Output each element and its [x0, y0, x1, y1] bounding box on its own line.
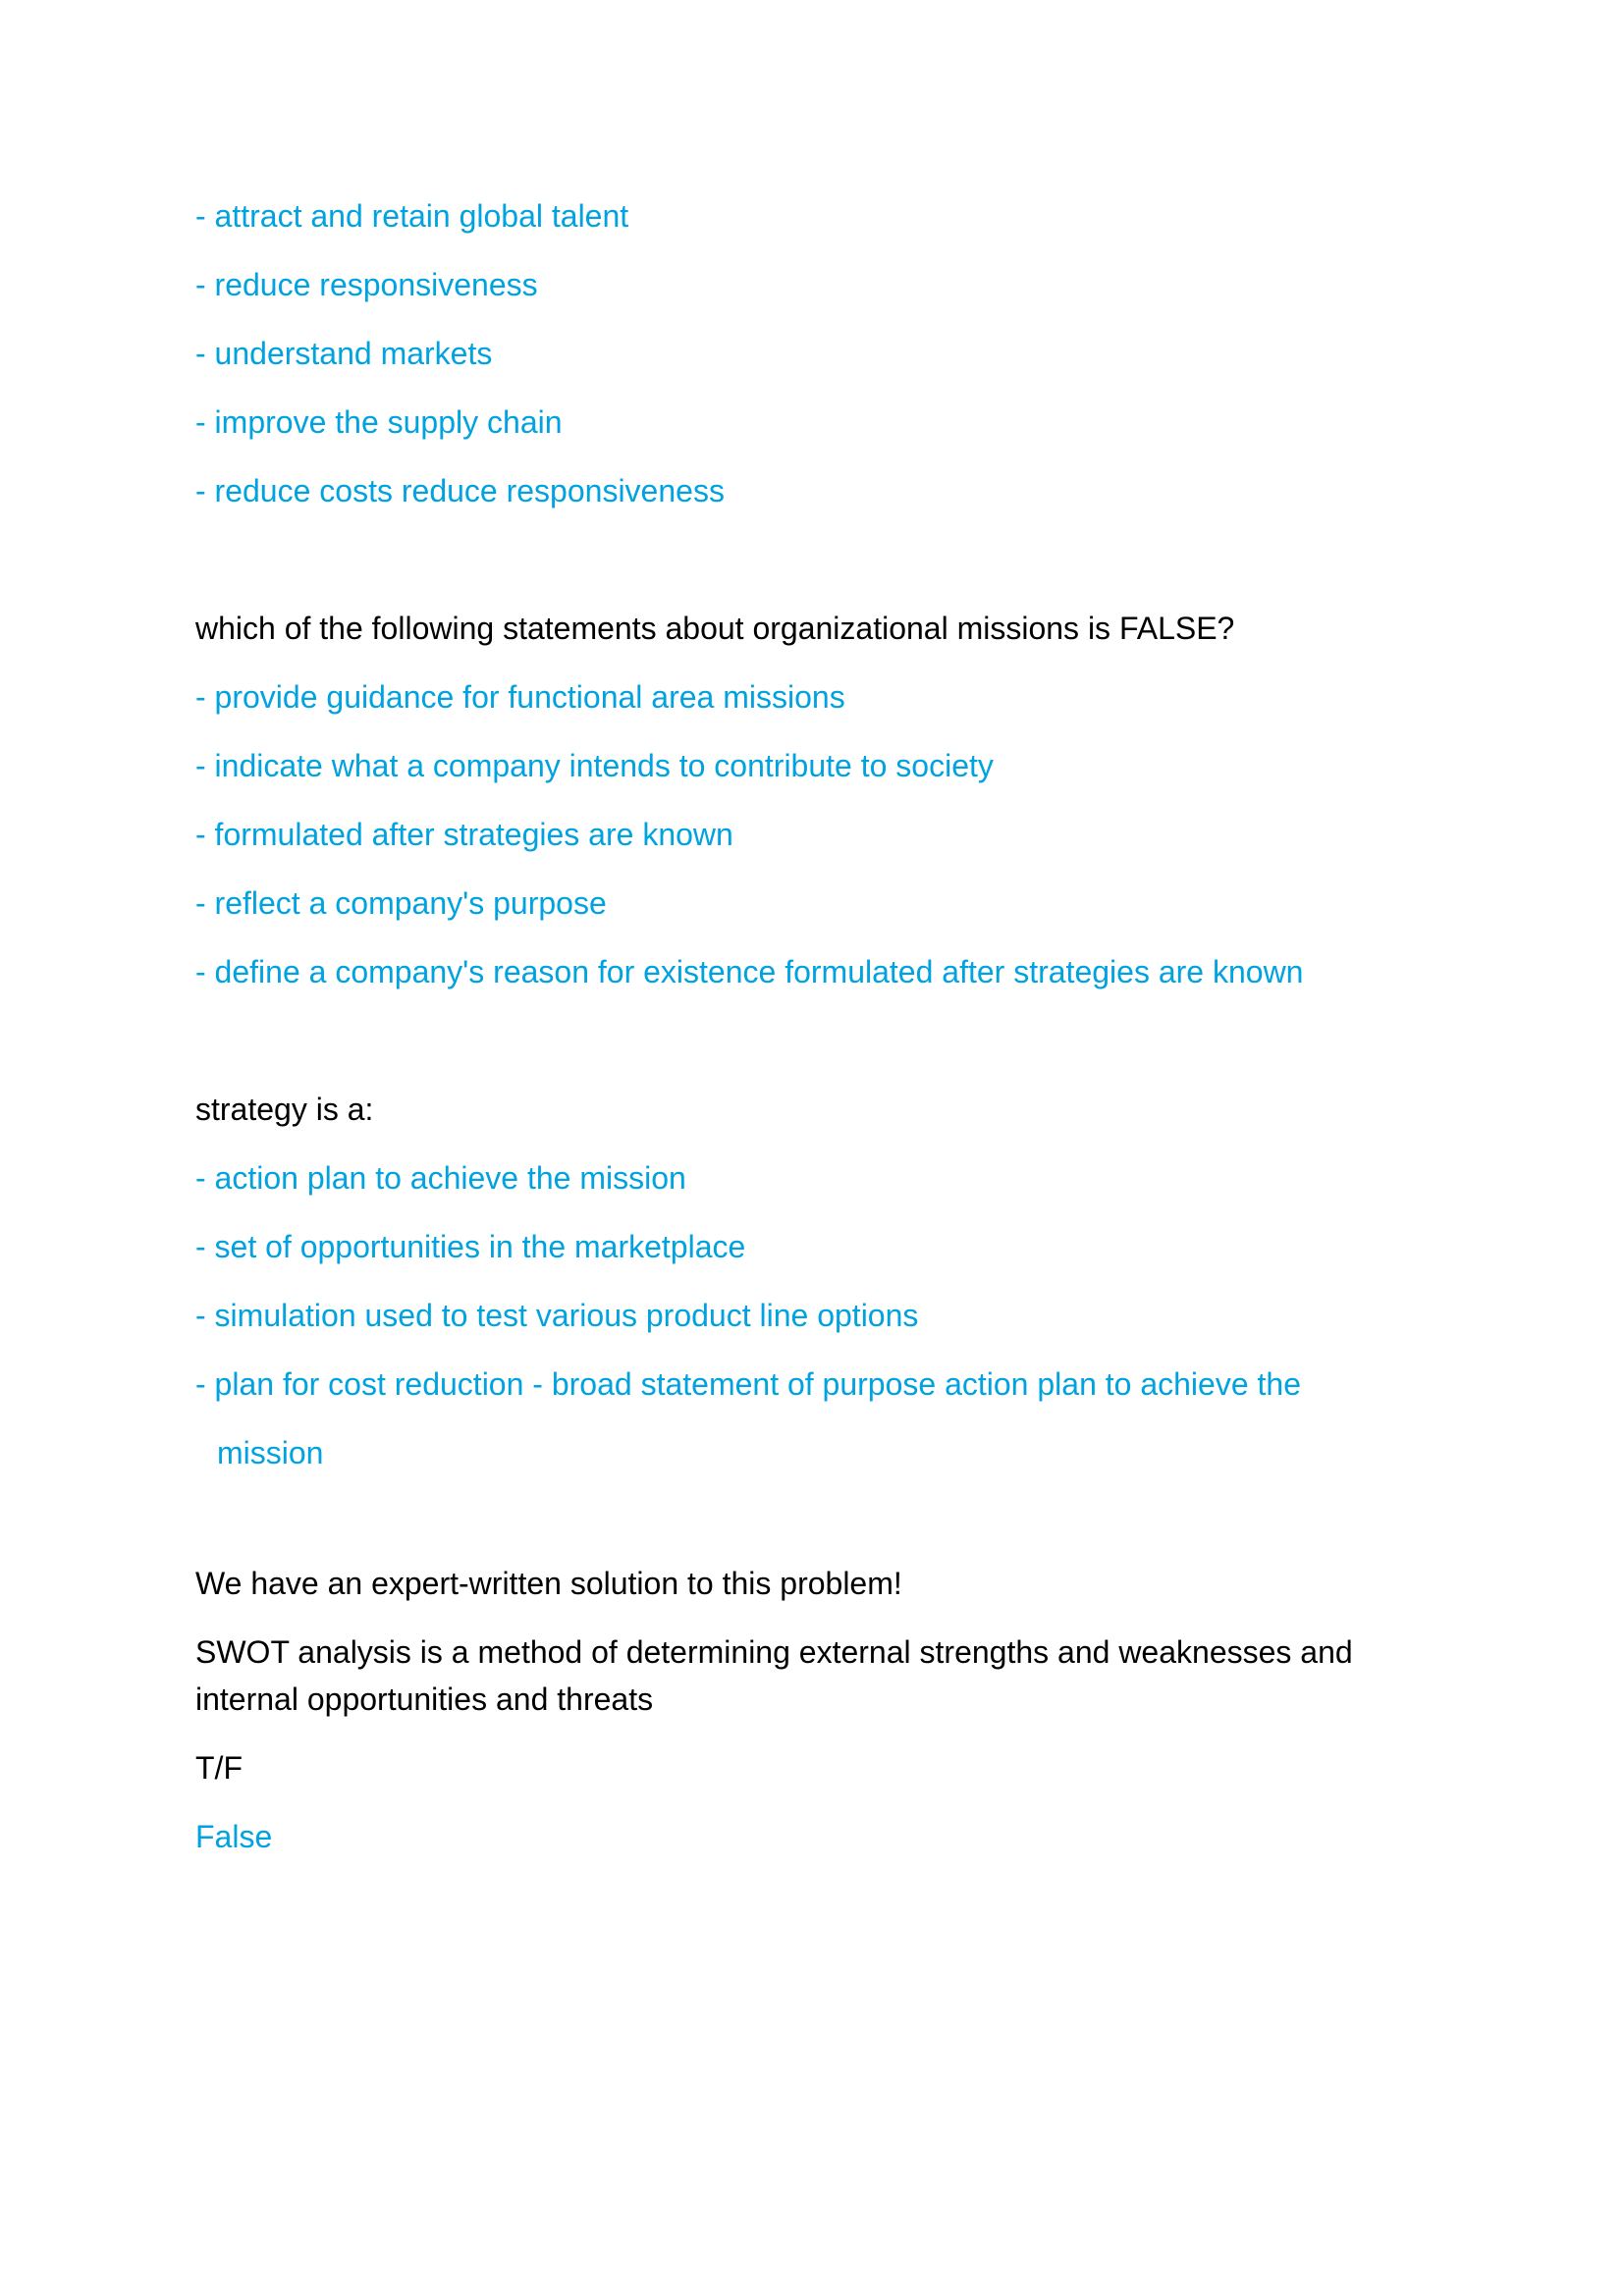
option-item: - set of opportunities in the marketplace: [195, 1229, 746, 1264]
option-item: - plan for cost reduction - broad statement of purpose action plan to achieve the mission: [195, 1366, 1301, 1470]
question-text: SWOT analysis is a method of determining external strengths and weaknesses and internal opportunities and threats: [195, 1634, 1353, 1717]
option-item: - understand markets: [195, 336, 493, 371]
option-item: - indicate what a company intends to contribute to society: [195, 748, 994, 783]
spacer: [195, 1017, 1433, 1086]
option-item: - reduce responsiveness: [195, 267, 538, 302]
answer-text: False: [195, 1819, 273, 1854]
question-text: strategy is a:: [195, 1092, 374, 1127]
option-item: - define a company's reason for existence formulated after strategies are known: [195, 954, 1304, 989]
solution-note: We have an expert-written solution to this problem!: [195, 1566, 902, 1601]
option-item: - reflect a company's purpose: [195, 885, 607, 921]
option-item: - formulated after strategies are known: [195, 817, 733, 852]
question-type-label: T/F: [195, 1750, 243, 1786]
option-item: - improve the supply chain: [195, 404, 563, 440]
question-text: which of the following statements about organizational missions is FALSE?: [195, 611, 1235, 646]
spacer: [195, 1509, 1433, 1560]
option-item: - simulation used to test various product line options: [195, 1298, 919, 1333]
document-content: [195, 192, 1433, 1882]
spacer: [195, 536, 1433, 605]
option-item: - provide guidance for functional area missions: [195, 679, 845, 715]
option-item: - attract and retain global talent: [195, 198, 629, 234]
option-item: - reduce costs reduce responsiveness: [195, 473, 725, 508]
option-item: - action plan to achieve the mission: [195, 1160, 686, 1196]
